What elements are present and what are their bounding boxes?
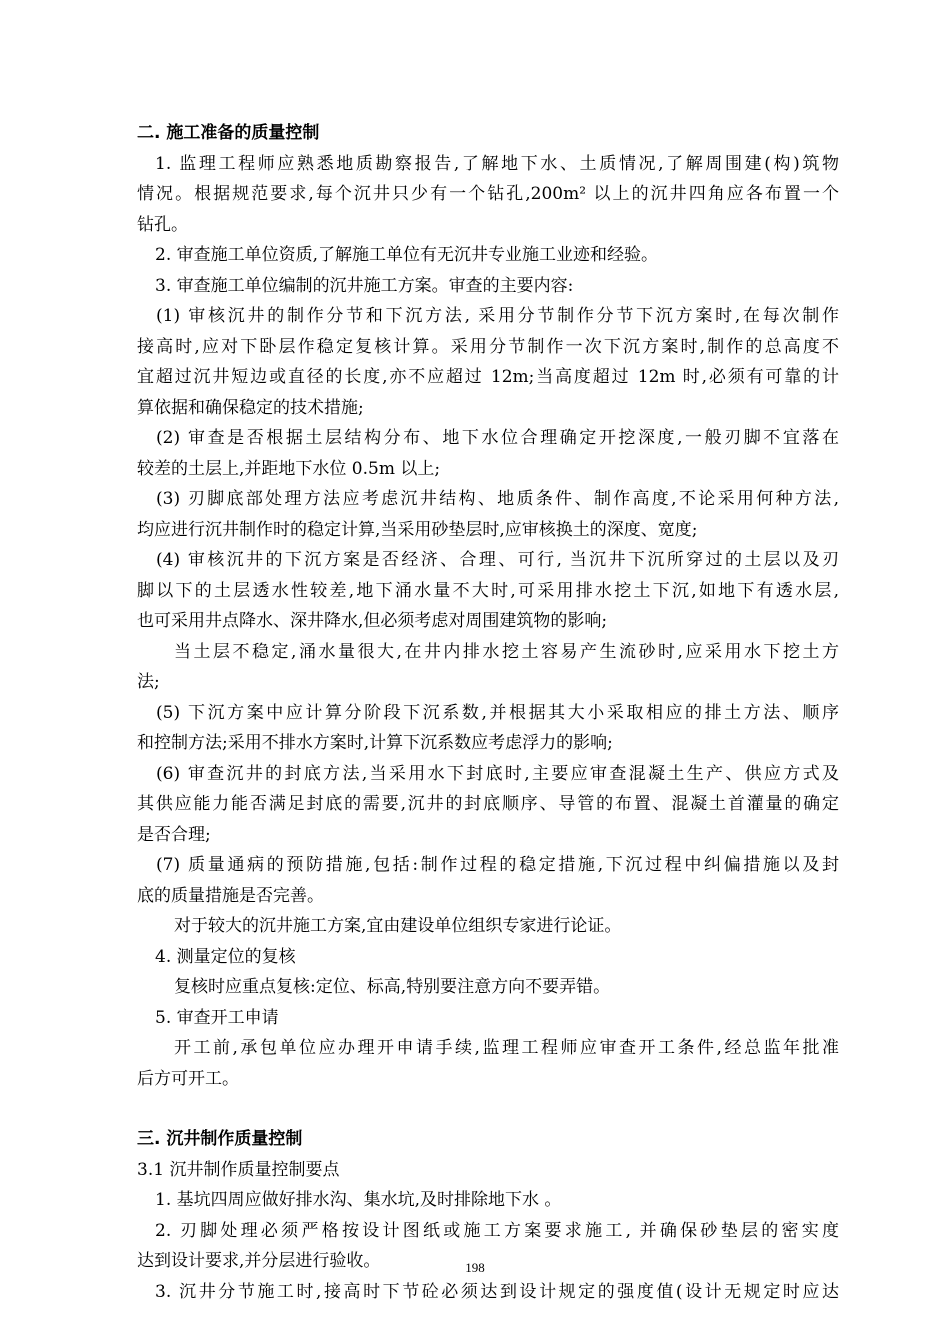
text-line: 3.1 沉井制作质量控制要点 (137, 1159, 340, 1180)
section-body (137, 149, 839, 1095)
text-line: (3) 刃脚底部处理方法应考虑沉井结构、地质条件、制作高度,不论采用何种方法, (156, 489, 839, 509)
text-line: 4. 测量定位的复核 (155, 946, 296, 967)
document-page (137, 118, 839, 1307)
text-line: (5) 下沉方案中应计算分阶段下沉系数,并根据其大小采取相应的排土方法、顺序 (156, 702, 839, 723)
section-heading: 二. 施工准备的质量控制 (137, 123, 320, 143)
text-line: 脚以下的土层透水性较差,地下涌水量不大时,可采用排水挖土下沉,如地下有透水层, (137, 580, 839, 601)
text-line: (7) 质量通病的预防措施,包括:制作过程的稳定措施,下沉过程中纠偏措施以及封 (156, 855, 839, 875)
text-line: 达到设计要求,并分层进行验收。 (137, 1251, 381, 1271)
text-line: 接高时,应对下卧层作稳定复核计算。采用分节制作一次下沉方案时,制作的总高度不 (137, 336, 839, 357)
text-line: 均应进行沉井制作时的稳定计算,当采用砂垫层时,应审核换土的深度、宽度; (137, 519, 698, 540)
page-number: 198 (465, 1260, 485, 1275)
text-line: 1. 监理工程师应熟悉地质勘察报告,了解地下水、土质情况,了解周围建(构)筑物 (155, 153, 839, 174)
text-line: 2. 刃脚处理必须严格按设计图纸或施工方案要求施工, 并确保砂垫层的密实度 (155, 1220, 839, 1241)
text-line: 底的质量措施是否完善。 (137, 885, 324, 906)
text-line: 3. 审查施工单位编制的沉井施工方案。审查的主要内容: (155, 275, 574, 296)
text-line: 对于较大的沉井施工方案,宜由建设单位组织专家进行论证。 (174, 916, 622, 936)
text-line: 后方可开工。 (137, 1068, 239, 1089)
text-line: 1. 基坑四周应做好排水沟、集水坑,及时排除地下水 。 (155, 1190, 562, 1210)
text-line: 是否合理; (137, 824, 211, 845)
text-line: 当土层不稳定,涌水量很大,在井内排水挖土容易产生流砂时,应采用水下挖土方 (174, 641, 839, 662)
text-line: (2) 审查是否根据土层结构分布、地下水位合理确定开挖深度,一般刃脚不宜落在 (156, 428, 839, 448)
text-line: (1) 审核沉井的制作分节和下沉方法, 采用分节制作分节下沉方案时,在每次制作 (156, 306, 839, 326)
text-line: 3. 沉井分节施工时,接高时下节砼必须达到设计规定的强度值(设计无规定时应达 (155, 1281, 839, 1302)
text-line: 情况。根据规范要求,每个沉井只少有一个钻孔,200m² 以上的沉井四角应各布置一个 (137, 184, 839, 204)
section-heading: 三. 沉井制作质量控制 (137, 1129, 303, 1149)
text-line: (4) 审核沉井的下沉方案是否经济、合理、可行, 当沉井下沉所穿过的土层以及刃 (156, 550, 839, 570)
text-line: 宜超过沉井短边或直径的长度,亦不应超过 12m;当高度超过 12m 时,必须有可靠的计 (137, 367, 839, 387)
text-line: 和控制方法;采用不排水方案时,计算下沉系数应考虑浮力的影响; (137, 733, 613, 753)
text-line: 其供应能力能否满足封底的需要,沉井的封底顺序、导管的布置、混凝土首灌量的确定 (137, 794, 839, 814)
text-line: 较差的土层上,并距地下水位 0.5m 以上; (137, 458, 441, 479)
section-body (137, 1155, 839, 1308)
text-line: 钻孔。 (137, 214, 188, 235)
text-line: 也可采用井点降水、深井降水,但必须考虑对周围建筑物的影响; (137, 611, 608, 631)
text-line: 复核时应重点复核:定位、标高,特别要注意方向不要弄错。 (174, 977, 611, 997)
text-line: 算依据和确保稳定的技术措施; (137, 397, 364, 418)
section-gap (137, 1094, 839, 1124)
text-line: (6) 审查沉井的封底方法,当采用水下封底时,主要应审查混凝土生产、供应方式及 (156, 763, 839, 784)
text-line: 2. 审查施工单位资质,了解施工单位有无沉井专业施工业迹和经验。 (155, 245, 659, 265)
text-line: 法; (137, 672, 160, 692)
text-line: 5. 审查开工申请 (155, 1007, 279, 1028)
text-line: 开工前,承包单位应办理开申请手续,监理工程师应审查开工条件,经总监年批准 (174, 1038, 839, 1058)
